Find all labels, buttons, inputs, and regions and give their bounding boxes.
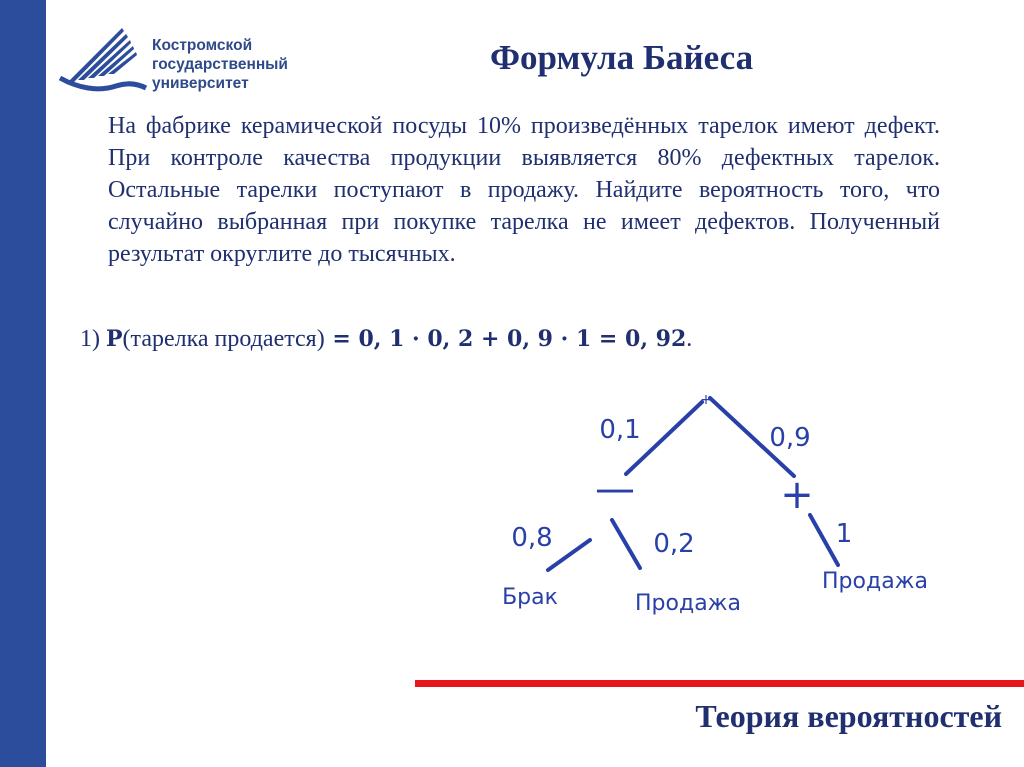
tree-leaf-defect: Брак xyxy=(502,585,558,610)
solution-probability-symbol: P xyxy=(106,326,123,352)
tree-leaf-sale-left: Продажа xyxy=(635,591,741,616)
solution-event: (тарелка продается) xyxy=(122,326,325,352)
tree-leaf-sale-right: Продажа xyxy=(822,569,928,594)
solution-step-1 xyxy=(80,326,692,353)
probability-tree-diagram xyxy=(440,370,980,650)
tree-prob-left-left: 0,8 xyxy=(511,523,553,553)
footer-divider xyxy=(415,680,1024,687)
solution-expression: = 0, 1 · 0, 2 + 0, 9 · 1 = 0, 92 xyxy=(324,326,687,352)
university-name-line: государственный xyxy=(152,56,288,73)
root-node: + xyxy=(700,392,712,408)
tree-prob-right: 0,9 xyxy=(769,423,811,453)
tree-node-defect: — xyxy=(595,466,635,512)
tree-edge-right-down xyxy=(810,515,838,565)
tree-prob-left: 0,1 xyxy=(599,415,641,445)
tree-node-no-defect: + xyxy=(780,472,814,518)
university-name xyxy=(152,36,288,93)
university-name-line: Костромской xyxy=(152,37,253,54)
tree-edge-left-right xyxy=(612,520,640,568)
tree-edge-left-left xyxy=(548,540,590,570)
problem-statement: На фабрике керамической посуды 10% произведённых тарелок имеют дефект. При контроле качества продукции выявляется 80% дефектных тарелок. Остальные тарелки поступают в продажу. Найдите вероятность того, что случайно выбранная при покупке тарелка не имеет дефектов. Полученный результат округлите до тысячных. xyxy=(108,113,940,267)
tree-prob-left-right: 0,2 xyxy=(653,529,695,559)
left-accent-bar xyxy=(0,0,46,767)
solution-number: 1) xyxy=(80,326,100,352)
solution-end: . xyxy=(686,326,693,352)
footer-course-title: Теория вероятностей xyxy=(695,698,1002,734)
university-sail-logo-icon xyxy=(58,22,148,102)
university-name-line: университет xyxy=(152,75,249,92)
slide-title: Формула Байеса xyxy=(490,38,754,77)
tree-prob-right-down: 1 xyxy=(835,519,853,549)
